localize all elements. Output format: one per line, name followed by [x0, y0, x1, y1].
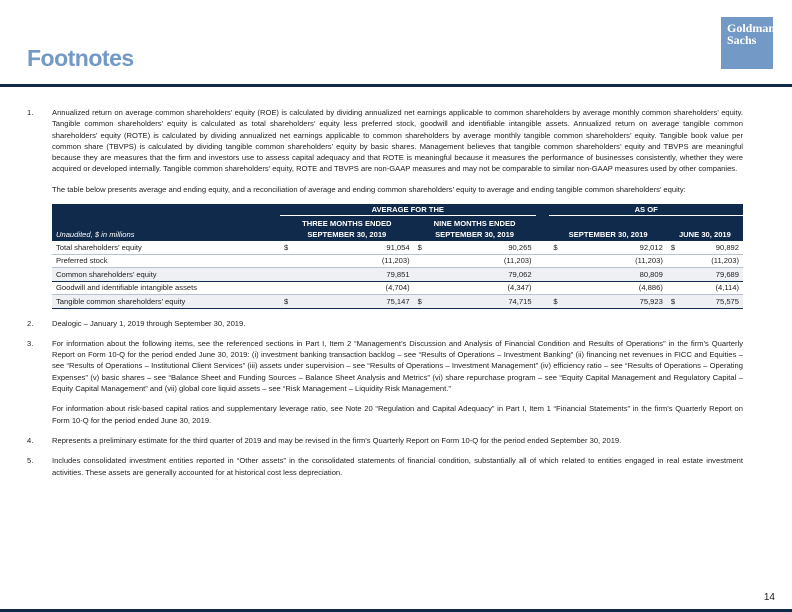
table-units-label: Unaudited, $ in millions: [52, 216, 280, 241]
footnote-2: [27, 318, 743, 329]
logo-line-2: Sachs: [727, 33, 757, 47]
page-number: 14: [763, 592, 775, 603]
band-average: AVERAGE FOR THE: [280, 204, 536, 216]
footnote-text: Annualized return on average common shareholders’ equity (ROE) is calculated by dividing annualized net earnings applicable to common shareholders by average monthly common shareholders’ equity. Tangible common shareholders’ equity is calculated as total shareholders’ equity less preferred stock, goodwill and identifiable intangible assets. Annualized return on average tangible common shareholders’ equity (ROTE) is calculated by dividing annualized net earnings applicable to common shareholders by average monthly tangible common shareholders’ equity. Tangible book value per common share (TBVPS) is calculated by dividing tangible common shareholders’ equity by basic shares. Management believes that tangible common shareholders’ equity and TBVPS are meaningful because they are measures that the firm and investors use to assess capital adequacy and that ROTE is meaningful because it measures the performance of businesses consistently, whether they were acquired or developed internally. Tangible common shareholders’ equity, ROTE and TBVPS are non-GAAP measures and may not be comparable to similar non-GAAP measures used by other companies.: [52, 108, 743, 174]
table-row: Total shareholders’ equity $ 91,054 $ 90,265 $ 92,012 $ 90,892: [52, 241, 743, 254]
header-divider: [0, 84, 792, 87]
footnote-text: For information about the following items, see the referenced sections in Part I, Item 2 “Management’s Discussion and Analysis of Financial Condition and Results of Operations” in the firm’s Quarterly Report on Form 10-Q for the period ended June 30, 2019: (i) investment banking transaction backlog – see “Results of Operations – Investment Banking” (ii) financing net revenues in FICC and Equities – see “Results of Operations – Institutional Client Services” (iii) assets under supervision – see “Results of Operations – Investment Management” (iv) efficiency ratio – see “Results of Operations – Operating Expenses” (v) basic shares – see “Balance Sheet and Funding Sources – Balance Sheet Analysis and Metrics” (vi) share repurchase program – see “Equity Capital Management and Regulatory Capital – Equity Capital Management” and (vii) global core liquid assets – see “Risk Management – Liquidity Risk Management.”: [52, 338, 743, 394]
footnote-text: Includes consolidated investment entities reported in “Other assets” in the consolidated statements of financial condition, substantially all of which related to entities engaged in real estate investment activities. These assets are generally accounted for at historical cost less depreciation.: [52, 456, 743, 477]
col-header-three-months: THREE MONTHS ENDED SEPTEMBER 30, 2019: [280, 216, 414, 241]
footnote-3: [27, 338, 743, 426]
table-row: Common shareholders’ equity 79,851 79,062 80,809 79,689: [52, 268, 743, 282]
footnote-text-2: For information about risk-based capital ratios and supplementary leverage ratio, see Note 20 “Regulation and Capital Adequacy” in Part I, Item 1 “Financial Statements” in the firm’s Quarterly Report on Form 10-Q for the period ended June 30, 2019.: [52, 404, 743, 425]
band-as-of: AS OF: [549, 204, 743, 216]
footnote-number: 5.: [27, 456, 34, 466]
table-row: Preferred stock (11,203) (11,203) (11,203) (11,203): [52, 254, 743, 268]
footnote-4: [27, 435, 743, 446]
table-row: Goodwill and identifiable intangible assets (4,704) (4,347) (4,886) (4,114): [52, 281, 743, 295]
footnote-text: Dealogic – January 1, 2019 through September 30, 2019.: [52, 318, 246, 328]
col-header-jun-30: JUNE 30, 2019: [667, 216, 743, 241]
footnote-text: Represents a preliminary estimate for the third quarter of 2019 and may be revised in the firm’s Quarterly Report on Form 10-Q for the period ended September 30, 2019.: [52, 435, 622, 445]
table-intro: The table below presents average and ending equity, and a reconciliation of average and ending common shareholders’ equity to average and ending tangible common shareholders’ equity:: [52, 184, 686, 194]
col-header-sep-30: SEPTEMBER 30, 2019: [549, 216, 666, 241]
footnote-5: [27, 455, 743, 478]
footnotes-body: [27, 107, 743, 487]
equity-reconciliation-table: [52, 204, 743, 309]
goldman-sachs-logo: [721, 17, 776, 69]
footnote-1: [27, 107, 743, 309]
footnote-number: 2.: [27, 318, 34, 328]
page-title: Footnotes: [27, 45, 134, 71]
table-row: Tangible common shareholders’ equity $ 75,147 $ 74,715 $ 75,923 $ 75,575: [52, 295, 743, 309]
col-header-nine-months: NINE MONTHS ENDED SEPTEMBER 30, 2019: [414, 216, 536, 241]
footnote-number: 4.: [27, 435, 34, 445]
logo-line-1: Goldman: [727, 21, 776, 35]
footnote-number: 3.: [27, 338, 34, 348]
footnote-number: 1.: [27, 108, 34, 117]
